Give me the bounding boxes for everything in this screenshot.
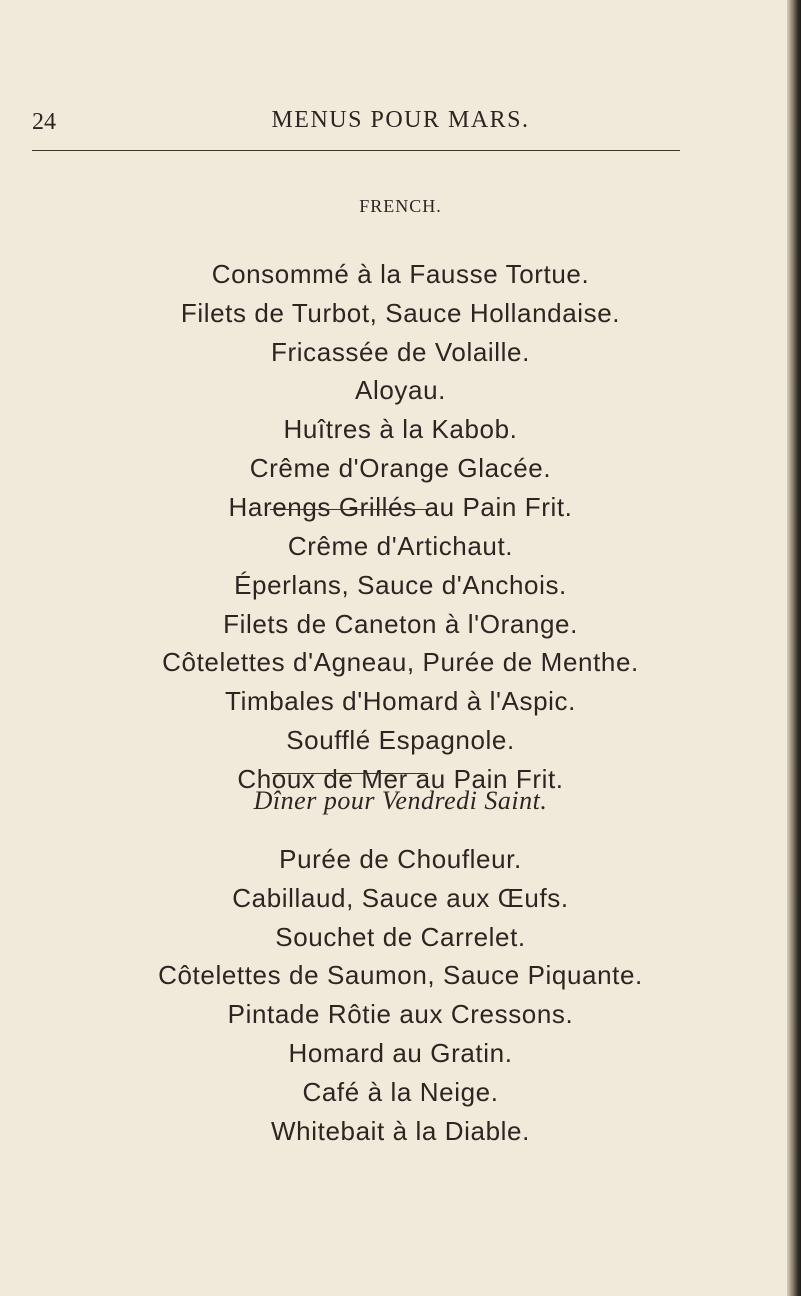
dish-item: Huîtres à la Kabob. — [283, 414, 518, 445]
header-rule — [32, 150, 680, 151]
dish-item: Purée de Choufleur. — [279, 844, 522, 874]
dish-item: Éperlans, Sauce d'Anchois. — [234, 569, 567, 600]
dish-item: Filets de Caneton à l'Orange. — [223, 608, 578, 639]
running-title: MENUS POUR MARS. — [271, 107, 530, 133]
dish-item: Harengs Grillés au Pain Frit. — [228, 491, 573, 522]
menu-divider — [272, 773, 428, 774]
menu-subtitle: Dîner pour Vendredi Saint. — [253, 786, 548, 815]
dish-item: Choux de Mer au Pain Frit. — [237, 763, 564, 794]
menu-divider — [270, 509, 428, 510]
dish-item: Pintade Rôtie aux Cressons. — [227, 999, 574, 1030]
dish-item: Timbales d'Homard à l'Aspic. — [225, 686, 576, 717]
section-title: FRENCH. — [359, 196, 442, 216]
dish-item: Crême d'Orange Glacée. — [249, 452, 552, 483]
dish-item: Aloyau. — [355, 375, 446, 406]
dish-item: Soufflé Espagnole. — [286, 724, 515, 755]
dish-item: Souchet de Carrelet. — [275, 921, 526, 952]
dish-item: Fricassée de Volaille. — [271, 336, 530, 367]
dish-item: Côtelettes de Saumon, Sauce Piquante. — [158, 960, 643, 991]
dish-item: Whitebait à la Diable. — [271, 1115, 530, 1146]
dish-item: Crême d'Artichaut. — [287, 531, 514, 561]
dish-item: Homard au Gratin. — [288, 1037, 513, 1068]
menu-list-1 — [0, 255, 801, 527]
dish-item: Café à la Neige. — [302, 1076, 499, 1107]
menu-list-3 — [0, 840, 801, 1150]
dish-item: Filets de Turbot, Sauce Hollandaise. — [180, 297, 621, 328]
page-number: 24 — [32, 109, 56, 135]
dish-item: Côtelettes d'Agneau, Purée de Menthe. — [162, 647, 639, 678]
dish-item: Cabillaud, Sauce aux Œufs. — [232, 882, 569, 913]
menu-list-2 — [0, 527, 801, 799]
dish-item: Consommé à la Fausse Tortue. — [211, 259, 590, 289]
